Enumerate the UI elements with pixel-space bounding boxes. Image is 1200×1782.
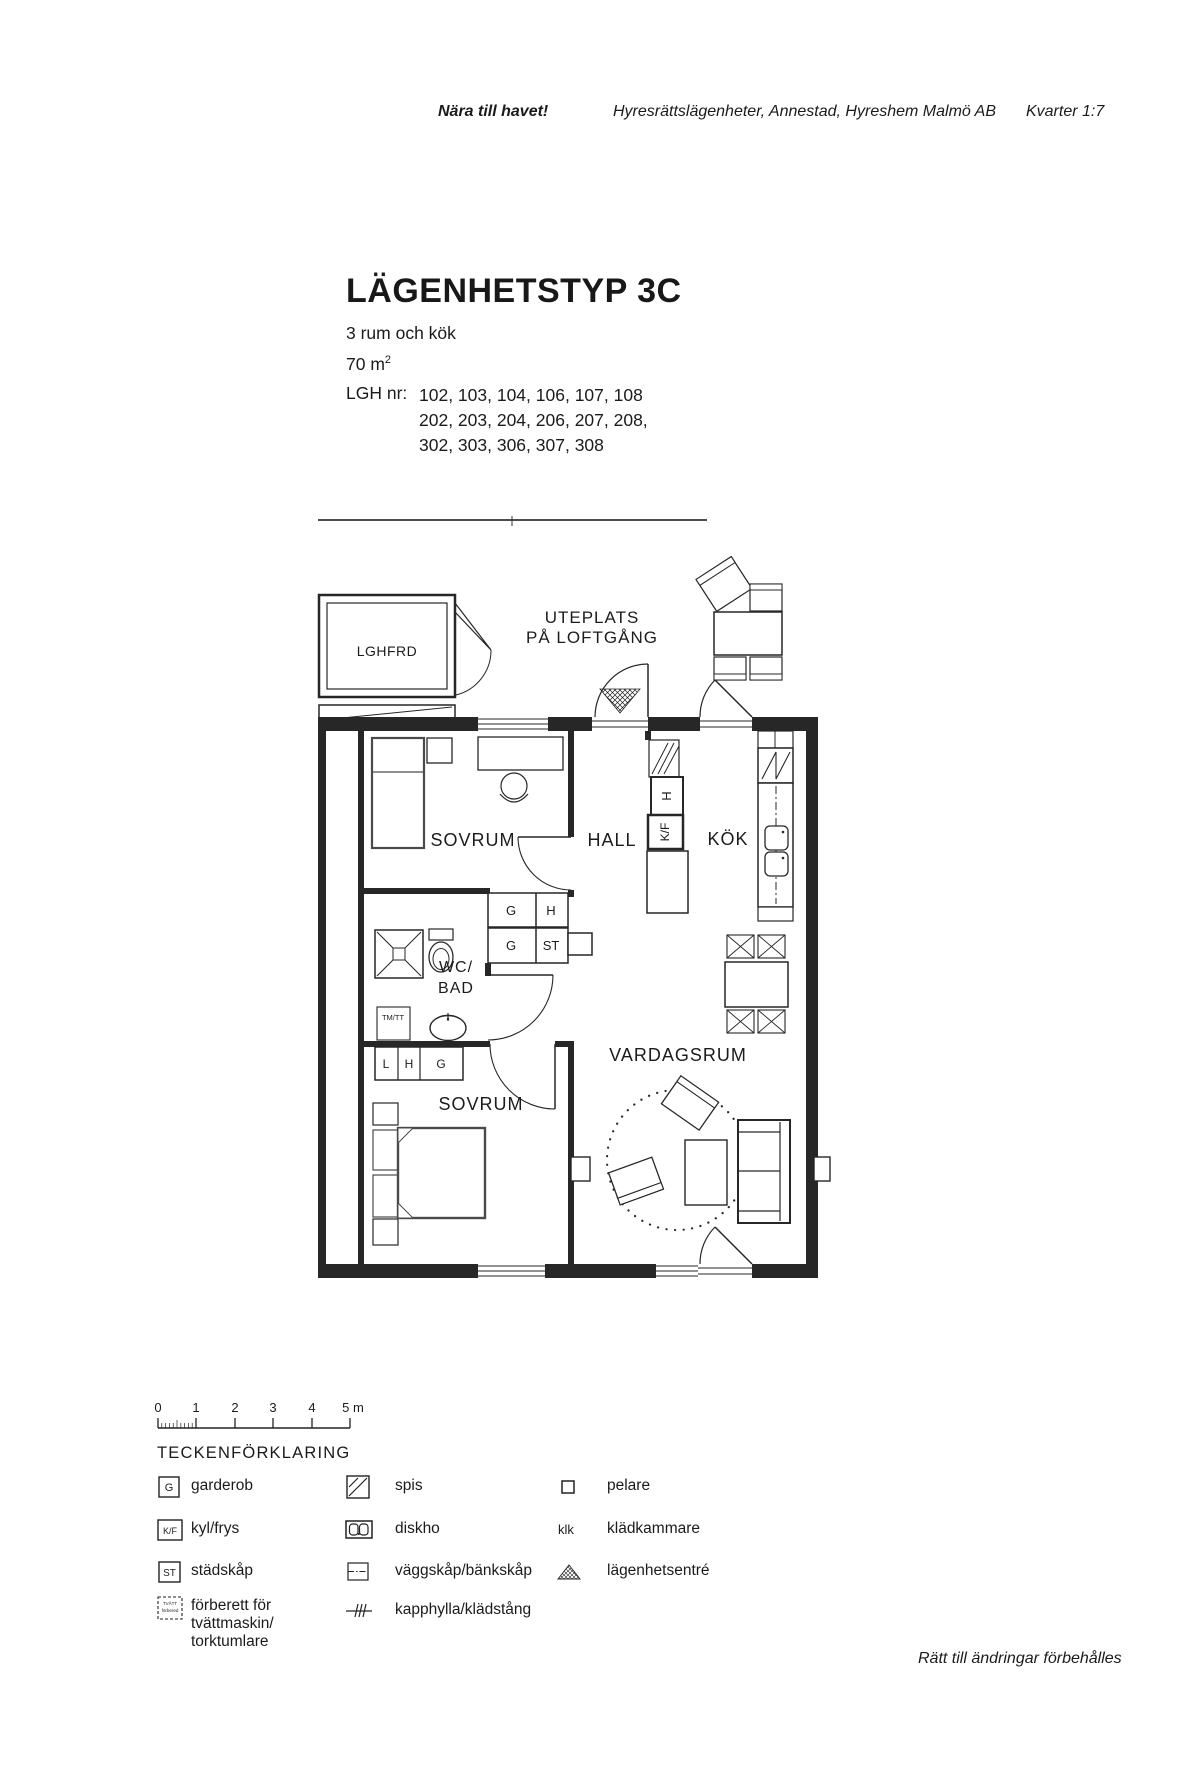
legend-item-kapphylla: kapphylla/klädstång <box>345 1598 531 1629</box>
scale-tick-end: 5 m <box>342 1400 364 1415</box>
legend-item-entre: lägenhetsentré <box>556 1559 710 1590</box>
stadskap-icon <box>157 1559 191 1590</box>
pillar <box>814 1157 830 1181</box>
label-terrace-1: UTEPLATS <box>544 608 640 627</box>
legend-item-tvatt: TVÄTT förbered förberett för tvättmaskin/ torktumlare <box>157 1594 274 1651</box>
lgh-row: 202, 203, 204, 206, 207, 208, <box>419 410 648 430</box>
footer-disclaimer: Rätt till ändringar förbehålles <box>918 1650 1122 1667</box>
header-right <box>613 103 1104 121</box>
washer-code: TM/TT <box>381 1013 405 1022</box>
label-kitchen: KÖK <box>707 829 749 849</box>
lgh-row: 102, 103, 104, 106, 107, 108 <box>419 385 643 405</box>
garderob-icon <box>157 1474 191 1505</box>
terrace-furniture <box>696 557 782 680</box>
lgh-label: LGH nr: <box>346 383 408 403</box>
entre-icon <box>556 1559 607 1590</box>
label-living: VARDAGSRUM <box>609 1045 747 1065</box>
dining-set <box>725 935 788 1033</box>
armchair <box>661 1076 718 1130</box>
svg-text:klk: klk <box>558 1522 574 1537</box>
closet-code: H <box>546 903 556 918</box>
klk-icon <box>556 1517 607 1548</box>
legend-item-garderob: G garderob <box>157 1474 253 1505</box>
nightstand <box>427 738 452 763</box>
kitchen-counter <box>758 731 793 921</box>
hall-closets <box>488 893 592 963</box>
scale-tick: 0 <box>154 1400 162 1415</box>
label-bedroom2: SOVRUM <box>438 1094 524 1114</box>
apartment-numbers <box>346 383 682 458</box>
kylfrys-icon <box>157 1517 191 1548</box>
scale-tick: 2 <box>231 1400 239 1415</box>
label-storage: LGHFRD <box>356 643 418 659</box>
tvatt-icon <box>157 1594 191 1627</box>
pillow <box>373 1175 398 1217</box>
closet-code: H <box>404 1057 414 1071</box>
legend-item-kylfrys: K/F kyl/frys <box>157 1517 239 1548</box>
floor-plan-drawing <box>280 505 840 1305</box>
svg-text:G: G <box>164 1482 174 1494</box>
legend-item-spis: spis <box>345 1474 423 1505</box>
terrace-table <box>714 612 782 655</box>
kitchen-door <box>700 680 752 717</box>
label-terrace-2: PÅ LOFTGÅNG <box>526 628 658 647</box>
closet-code: L <box>382 1057 390 1071</box>
closet-code: G <box>436 1057 446 1071</box>
legend-item-kladkammare: klk klädkammare <box>556 1517 700 1548</box>
legend-heading: TECKENFÖRKLARING <box>157 1444 351 1462</box>
label-wc-2: BAD <box>438 980 474 997</box>
sink-icon <box>765 826 788 850</box>
legend-item-pelare: pelare <box>556 1474 650 1505</box>
pillow <box>373 1130 398 1170</box>
label-hall: HALL <box>587 830 637 850</box>
lgh-row: 302, 303, 306, 307, 308 <box>419 435 604 455</box>
scale-tick: 4 <box>308 1400 316 1415</box>
terrace-chair <box>696 557 752 612</box>
cabinet-code-h: H <box>659 791 674 801</box>
svg-text:förbered: förbered <box>161 1608 179 1613</box>
svg-text:K/F: K/F <box>162 1526 178 1536</box>
nightstand <box>373 1103 398 1125</box>
vaggskap-icon <box>345 1559 395 1590</box>
nightstand <box>373 1219 398 1245</box>
header-block: Kvarter 1:7 <box>1025 103 1105 120</box>
loftgang-edge-line <box>318 516 707 526</box>
scale-tick: 3 <box>269 1400 277 1415</box>
desk <box>478 737 563 770</box>
header-slogan: Nära till havet! <box>438 103 549 120</box>
pelare-icon <box>556 1474 607 1505</box>
svg-text:TVÄTT: TVÄTT <box>162 1601 178 1606</box>
coffee-table <box>685 1140 727 1205</box>
sofa <box>738 1120 790 1223</box>
washer-space <box>377 1007 410 1040</box>
legend-item-stadskap: ST städskåp <box>157 1559 253 1590</box>
header-project: Hyresrättslägenheter, Annestad, Hyreshem Malmö AB <box>613 103 996 120</box>
double-bed <box>398 1128 485 1218</box>
closet-code: ST <box>542 938 560 953</box>
scale-bar <box>140 1395 380 1440</box>
cabinet-code-kf: K/F <box>658 822 672 842</box>
kapphylla-icon <box>345 1598 395 1629</box>
legend-item-diskho: diskho <box>345 1517 440 1548</box>
sink-icon <box>765 852 788 876</box>
spis-icon <box>345 1474 395 1505</box>
livingroom-furniture <box>571 1076 830 1230</box>
title-block <box>346 274 682 458</box>
interior-doors <box>488 837 571 1109</box>
apartment-type-title: LÄGENHETSTYP 3C <box>346 272 682 310</box>
closet-code: G <box>505 938 517 953</box>
area-line: 70 $m^2$ <box>346 354 392 374</box>
pillar <box>571 1157 590 1181</box>
single-bed <box>372 738 424 848</box>
toilet-icon <box>429 929 453 940</box>
label-bedroom1: SOVRUM <box>430 830 516 850</box>
svg-text:ST: ST <box>163 1568 176 1579</box>
closet-code: G <box>505 903 517 918</box>
legend-item-vaggskap: väggskåp/bänkskåp <box>345 1559 532 1590</box>
livingroom-door <box>700 1227 752 1264</box>
apartment-entrance-icon <box>600 689 640 713</box>
diskho-icon <box>345 1517 395 1548</box>
label-wc-1: WC/ <box>438 959 474 976</box>
rooms-line: 3 rum och kök <box>346 323 456 343</box>
chair <box>501 773 527 799</box>
scale-tick: 1 <box>192 1400 200 1415</box>
bedroom2-furniture <box>373 1103 485 1245</box>
